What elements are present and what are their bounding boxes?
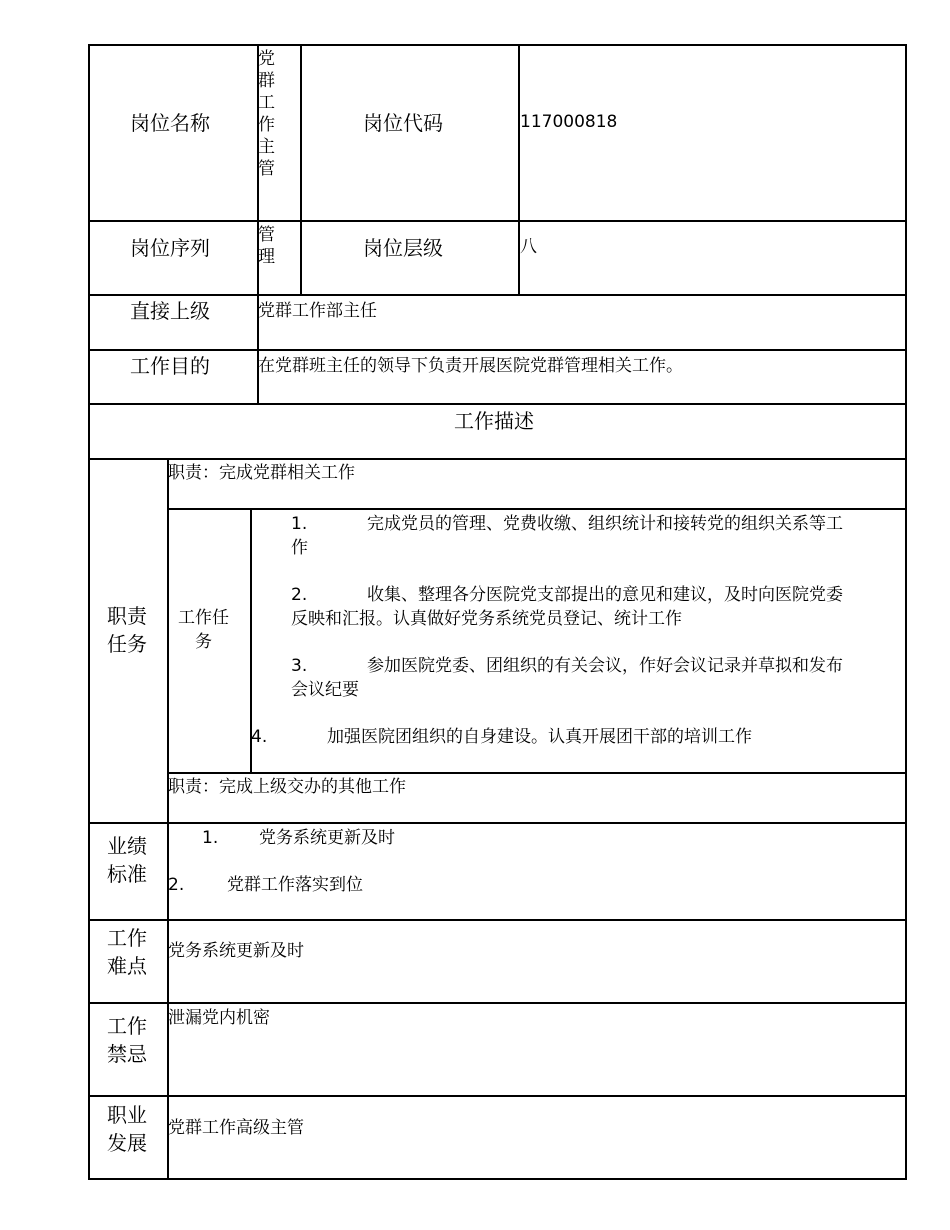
task-4-number: 4. <box>251 727 268 747</box>
career-value: 党群工作高级主管 <box>168 1118 304 1138</box>
taboo-label-line2: 禁忌 <box>107 1042 147 1066</box>
position-code-value: 117000818 <box>520 112 618 132</box>
duties-label-line2: 任务 <box>107 632 147 656</box>
row-divider <box>88 294 907 296</box>
difficulty-label-line2: 难点 <box>107 954 147 978</box>
row-divider <box>88 919 907 921</box>
task-1-number: 1. <box>291 514 308 534</box>
performance-2-text: 党群工作落实到位 <box>227 875 363 895</box>
difficulty-label-line1: 工作 <box>107 926 147 950</box>
position-name-value: 党群工作主管 <box>258 49 275 179</box>
performance-1-text: 党务系统更新及时 <box>259 828 395 848</box>
taboo-value: 泄漏党内机密 <box>168 1008 270 1028</box>
task-3-line2: 会议纪要 <box>291 680 359 700</box>
task-2-line1: 收集、整理各分医院党支部提出的意见和建议，及时向医院党委 <box>367 585 843 605</box>
task-3-line1: 参加医院党委、团组织的有关会议，作好会议记录并草拟和发布 <box>367 656 843 676</box>
direct-superior-label: 直接上级 <box>130 299 210 323</box>
position-level-value: 八 <box>520 237 537 257</box>
col-divider <box>518 44 520 295</box>
taboo-label-line1: 工作 <box>107 1014 147 1038</box>
position-sequence-label: 岗位序列 <box>130 236 210 260</box>
performance-label-line2: 标准 <box>107 862 147 886</box>
col-divider <box>167 458 169 1180</box>
work-purpose-value: 在党群班主任的领导下负责开展医院党群管理相关工作。 <box>258 356 683 376</box>
work-purpose-label: 工作目的 <box>130 354 210 378</box>
task-3-number: 3. <box>291 656 308 676</box>
career-label-line1: 职业 <box>107 1103 147 1127</box>
tasks-label-line2: 务 <box>195 632 212 652</box>
task-2-number: 2. <box>291 585 308 605</box>
position-sequence-value: 管理 <box>258 225 275 267</box>
performance-2-number: 2. <box>168 875 185 895</box>
row-divider <box>88 349 907 351</box>
position-name-label: 岗位名称 <box>130 111 210 135</box>
row-divider <box>167 772 907 774</box>
row-divider <box>88 1095 907 1097</box>
work-description-title: 工作描述 <box>454 409 534 433</box>
row-divider <box>88 1002 907 1004</box>
position-level-label: 岗位层级 <box>363 236 443 260</box>
tasks-label-line1: 工作任 <box>178 608 229 628</box>
task-1-line1: 完成党员的管理、党费收缴、组织统计和接转党的组织关系等工 <box>367 514 843 534</box>
performance-1-number: 1. <box>202 828 219 848</box>
difficulty-value: 党务系统更新及时 <box>168 941 304 961</box>
col-divider <box>300 44 302 295</box>
row-divider <box>167 508 907 510</box>
direct-superior-value: 党群工作部主任 <box>258 301 377 321</box>
career-label-line2: 发展 <box>107 1131 147 1155</box>
duty-1: 职责：完成党群相关工作 <box>168 463 355 483</box>
duties-label-line1: 职责 <box>107 604 147 628</box>
duty-2: 职责：完成上级交办的其他工作 <box>168 777 406 797</box>
task-2-line2: 反映和汇报。认真做好党务系统党员登记、统计工作 <box>291 609 682 629</box>
performance-label-line1: 业绩 <box>107 834 147 858</box>
row-divider <box>88 403 907 405</box>
task-1-line2: 作 <box>291 538 308 558</box>
task-4-line1: 加强医院团组织的自身建设。认真开展团干部的培训工作 <box>327 727 752 747</box>
row-divider <box>88 458 907 460</box>
row-divider <box>88 220 907 222</box>
position-code-label: 岗位代码 <box>363 111 443 135</box>
row-divider <box>88 822 907 824</box>
